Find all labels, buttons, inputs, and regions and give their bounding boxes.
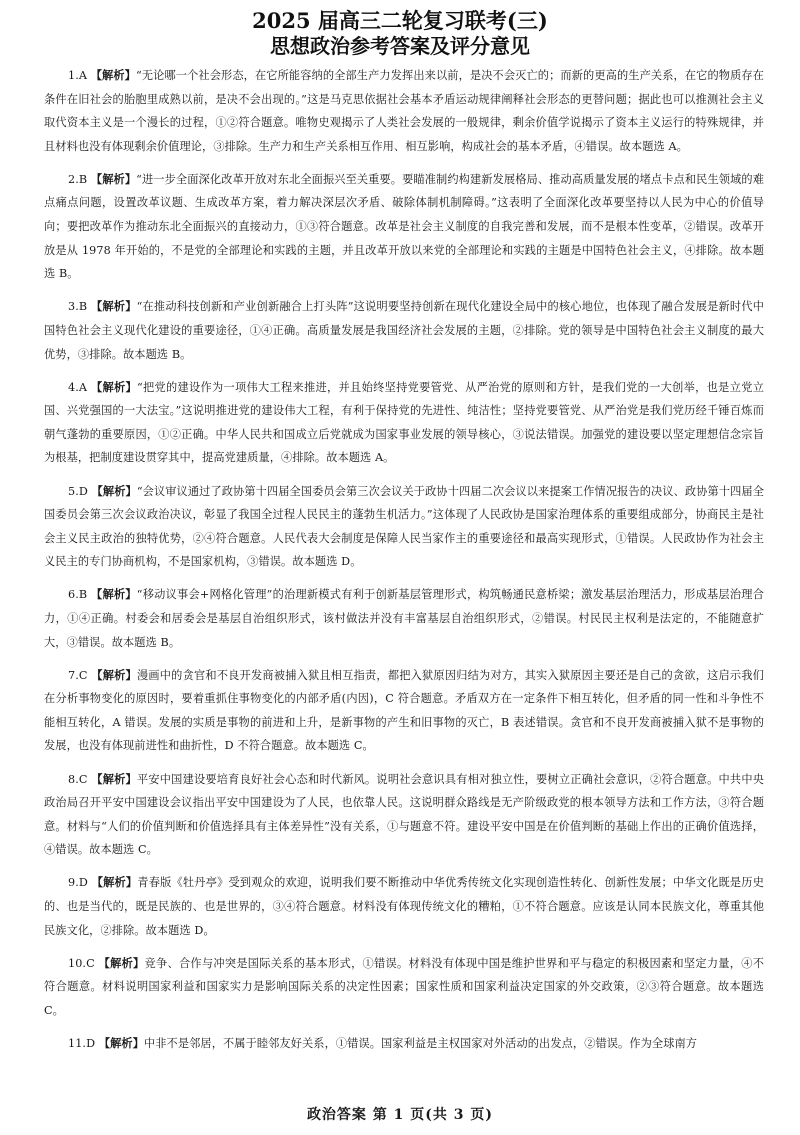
analysis-tag: 【解析】	[90, 380, 137, 394]
answer-item-9	[44, 871, 764, 942]
answer-number: 9.D	[68, 876, 88, 890]
answer-text: 中非不是邻居，不属于睦邻友好关系，①错误。国家利益是主权国家对外活动的出发点，②错误。作为全球南方	[143, 1036, 698, 1050]
answer-item-4	[44, 376, 764, 470]
answer-number: 1.A	[68, 69, 88, 82]
analysis-tag: 【解析】	[91, 668, 137, 682]
answer-item-7	[44, 664, 764, 758]
answer-number: 5.D	[68, 484, 88, 498]
analysis-tag: 【解析】	[98, 1036, 144, 1050]
answer-text: “无论哪一个社会形态，在它所能容纳的全部生产力发挥出来以前，是决不会灭亡的；而新的更高的生产关系，在它的物质存在条件在旧社会的胎胞里成熟以前，是决不会出现的。”这是马克思依据社会基本矛盾运动规律阐释社会形态的更替问题；据此也可以推测社会主义取代资本主义是一个漫长的过程，①②符合题意。唯物史观揭示了人类社会发展的一般规律，剩余价值学说揭示了资本主义运行的特殊规律，并且材料也没有体现剩余价值理论，③排除。生产力和生产关系相互作用、相互影响，构成社会的基本矛盾，④错误。故本题选 A。	[44, 69, 764, 153]
answer-item-3	[44, 295, 764, 366]
answer-item-1	[44, 64, 764, 158]
analysis-tag: 【解析】	[98, 956, 145, 970]
answer-text: “会议审议通过了政协第十四届全国委员会第三次会议关于政协十四届二次会议以来提案工作情况报告的决议、政协第十四届全国委员会第三次会议政治决议，彰显了我国全过程人民民主的蓬勃生机活力。”这体现了人民政协是国家治理体系的重要组成部分，协商民主是社会主义民主政治的独特优势，②④符合题意。人民代表大会制度是保障人民当家作主的重要途径和最高实现形式，①错误。人民政协作为社会主义民主的专门协商机构，不是国家机构，③错误。故本题选 D。	[44, 484, 765, 569]
answer-list	[44, 64, 764, 1065]
answer-number: 8.C	[68, 772, 88, 786]
answer-number: 10.C	[68, 956, 95, 970]
answer-text: “移动议事会+网格化管理”的治理新模式有利于创新基层管理形式，构筑畅通民意桥梁；激发基层治理活力，形成基层治理合力，①④正确。村委会和居委会是基层自治组织形式，该村做法并没有丰富基层自治组织形式，②错误。村民民主权利是法定的，不能随意扩大，③错误。故本题选 B。	[44, 588, 765, 649]
answer-item-6	[44, 583, 764, 654]
answer-number: 3.B	[68, 300, 88, 314]
answer-number: 4.A	[68, 380, 88, 394]
answer-text: 竞争、合作与冲突是国际关系的基本形式，①错误。材料没有体现中国是维护世界和平与稳定的积极因素和坚定力量，④不符合题意。材料说明国家利益和国家实力是影响国际关系的决定性因素；国家性质和国家利益决定国家的外交政策，②③符合题意。故本题选 C。	[44, 956, 765, 1017]
analysis-tag: 【解析】	[90, 300, 137, 314]
analysis-tag: 【解析】	[90, 172, 137, 186]
answer-text: 青春版《牡丹亭》受到观众的欢迎，说明我们要不断推动中华优秀传统文化实现创造性转化、创新性发展；中华文化既是历史的、也是当代的，既是民族的、也是世界的，③④符合题意。材料没有体现传统文化的糟粕，①不符合题意。应该是认同本民族文化，尊重其他民族文化，②排除。故本题选 D。	[44, 876, 764, 937]
answer-item-10	[44, 952, 764, 1023]
answer-number: 6.B	[68, 588, 88, 602]
analysis-tag: 【解析】	[91, 484, 137, 498]
answer-item-2	[44, 168, 764, 286]
answer-text: “进一步全面深化改革开放对东北全面振兴至关重要。要瞄准制约构建新发展格局、推动高质量发展的堵点卡点和民生领域的难点痛点问题，设置改革议题、生成改革方案，着力解决深层次矛盾、破除体制机制障碍。”这表明了全面深化改革要坚持以人民为中心的价值导向；要把改革作为推动东北全面振兴的直接动力，①③符合题意。改革是社会主义制度的自我完善和发展，而不是根本性变革，②错误。改革开放是从 1978 年开始的，不是党的全部理论和实践的主题，并且改革开放以来党的全部理论和实践的主题是中国特色社会主义，④排除。故本题选 B。	[44, 172, 765, 281]
answer-text: “把党的建设作为一项伟大工程来推进，并且始终坚持党要管党、从严治党的原则和方针，是我们党的一大创举，也是立党立国、兴党强国的一大法宝。”这说明推进党的建设伟大工程，有利于保持党的先进性、纯洁性；坚持党要管党、从严治党是我们党历经千锤百炼而朝气蓬勃的重要原因，①②正确。中华人民共和国成立后党就成为国家事业发展的领导核心，③说法错误。加强党的建设要以坚定理想信念宗旨为根基，把制度建设贯穿其中，提高党建质量，④排除。故本题选 A。	[44, 380, 764, 465]
page-footer: 政治答案 第 1 页(共 3 页)	[306, 1107, 494, 1123]
exam-title: 2025 届高三二轮复习联考(三)	[252, 8, 548, 33]
answer-item-8	[44, 768, 764, 862]
answer-text: 平安中国建设要培育良好社会心态和时代新风。说明社会意识具有相对独立性，要树立正确社会意识，②符合题意。中共中央政治局召开平安中国建设会议指出平安中国建设为了人民，也依靠人民。这说明群众路线是无产阶级政党的根本领导方法和工作方法，③符合题意。材料与“人们的价值判断和价值选择具有主体差异性”没有关系，①与题意不符。建设平安中国是在价值判断的基础上作出的正确价值选择，④错误。故本题选 C。	[44, 772, 765, 857]
answer-number: 7.C	[68, 668, 88, 682]
answer-item-5	[44, 480, 764, 574]
analysis-tag: 【解析】	[90, 69, 136, 82]
analysis-tag: 【解析】	[91, 876, 138, 890]
answer-text: 漫画中的贪官和不良开发商被捕入狱且相互指责，都把入狱原因归结为对方，其实入狱原因主要还是自己的贪欲，这启示我们在分析事物变化的原因时，要着重抓住事物变化的内部矛盾(内因)，C 符合题意。矛盾双方在一定条件下相互转化，但矛盾的同一性和斗争性不能相互转化，A 错误。发展的实质是事物的前进和上升，是新事物的产生和旧事物的灭亡，B 表述错误。贪官和不良开发商被捕入狱不是事物的发展，也没有体现前进性和曲折性，D 不符合题意。故本题选 C。	[44, 668, 765, 753]
answer-text: “在推动科技创新和产业创新融合上打头阵”这说明要坚持创新在现代化建设全局中的核心地位，也体现了融合发展是新时代中国特色社会主义现代化建设的重要途径，①④正确。高质量发展是我国经济社会发展的主题，②排除。党的领导是中国特色社会主义制度的最大优势，③排除。故本题选 B。	[44, 300, 765, 361]
analysis-tag: 【解析】	[91, 772, 137, 786]
answer-number: 11.D	[68, 1036, 96, 1050]
analysis-tag: 【解析】	[91, 588, 137, 602]
answer-subtitle: 思想政治参考答案及评分意见	[270, 34, 530, 58]
answer-number: 2.B	[68, 172, 88, 186]
answer-item-11	[44, 1032, 764, 1056]
